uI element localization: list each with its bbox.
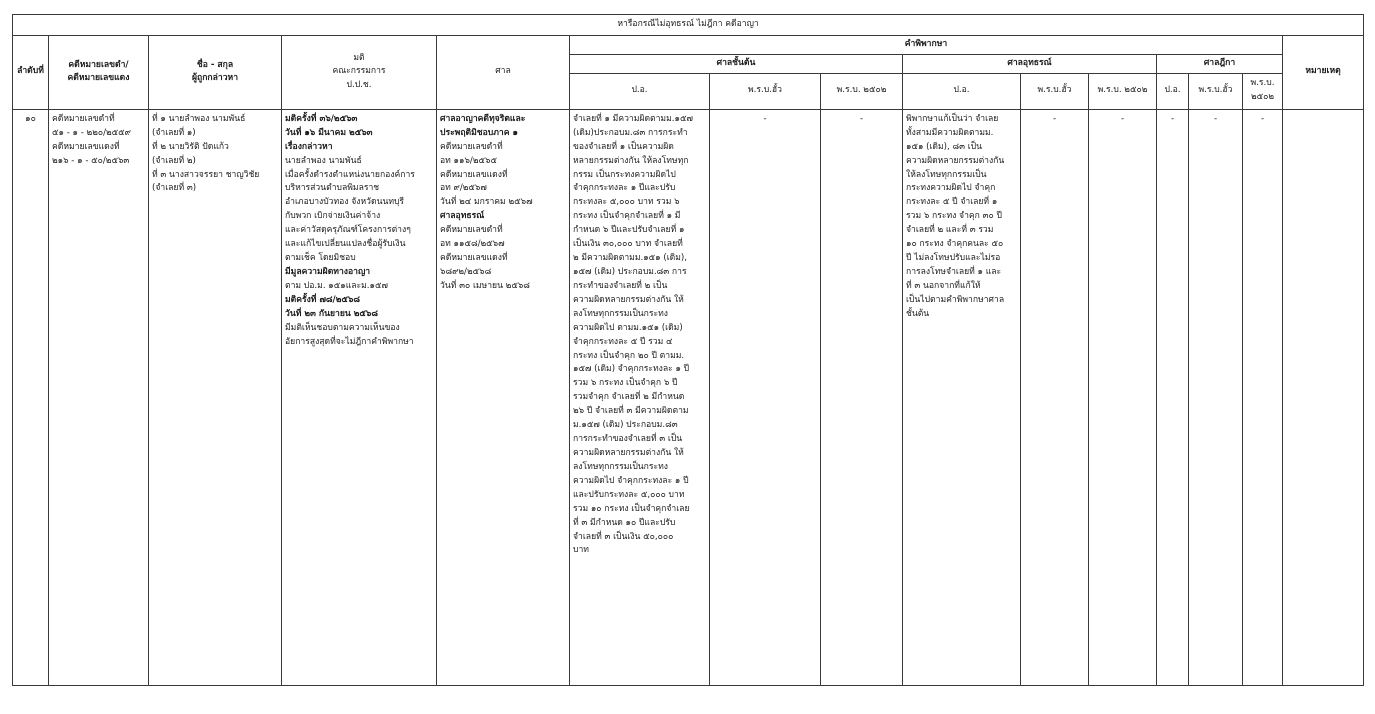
first-pa-line: ม.๑๕๗ (เดิม) ประกอบม.๘๓: [573, 420, 678, 431]
appeal-pa-line: การลงโทษจำเลยที่ ๑ และ: [906, 266, 1002, 277]
appeal-pa-line: ให้ลงโทษทุกกรรมเป็น: [906, 169, 987, 180]
resolution-line: มติครั้งที่ ๓๖/๒๕๖๓: [285, 113, 358, 124]
cell-appeal-act-corrupt: -: [1021, 109, 1089, 685]
header-supreme-pa: ป.อ.: [1157, 73, 1189, 109]
header-appeal-court: ศาลอุทธรณ์: [903, 54, 1157, 73]
resolution-line: วันที่ ๒๓ กันยายน ๒๕๖๘: [285, 308, 378, 319]
header-name: ชื่อ - สกุล ผู้ถูกกล่าวหา: [149, 36, 282, 110]
header-first-pa: ป.อ.: [570, 73, 710, 109]
first-pa-line: ลงโทษทุกกรรมเป็นกระทง: [573, 308, 668, 319]
court-line: อท ๙/๒๕๖๗: [440, 183, 487, 194]
resolution-line: บริหารส่วนตำบลพิมลราช: [285, 183, 380, 194]
appeal-pa-line: ปี ไม่ลงโทษปรับและไม่รอ: [906, 253, 1001, 264]
court-line: อท ๑๑๕๘/๒๕๖๗: [440, 239, 505, 250]
first-pa-line: จำเลยที่ ๓ เป็นเงิน ๕๐,๐๐๐: [573, 531, 674, 542]
first-pa-line: และปรับกระทงละ ๕,๐๐๐ บาท: [573, 489, 685, 500]
header-case-no: คดีหมายเลขดำ/ คดีหมายเลขแดง: [49, 36, 149, 110]
first-pa-line: กระทง เป็นจำคุก ๒๐ ปี ตามม.: [573, 350, 685, 361]
header-judgment: คำพิพากษา: [570, 36, 1283, 55]
header-supreme-court: ศาลฎีกา: [1157, 54, 1283, 73]
cell-supreme-act-2502: -: [1243, 109, 1283, 685]
first-pa-line: ความผิดหลายกรรมต่างกัน ให้: [573, 447, 684, 458]
cell-appeal-court-pa: [903, 109, 1021, 685]
court-line: วันที่ ๓๐ เมษายน ๒๕๖๘: [440, 280, 530, 291]
first-pa-line: ความผิดหลายกรรมต่างกัน ให้: [573, 294, 684, 305]
first-pa-line: ที่ ๓ มีกำหนด ๑๐ ปีและปรับ: [573, 517, 676, 528]
first-pa-line: ๑๕๗ (เดิม) จำคุกกระทงละ ๑ ปี: [573, 364, 690, 375]
header-resolution: มติ คณะกรรมการ ป.ป.ช.: [282, 36, 437, 110]
cell-first-act-2502: -: [821, 109, 903, 685]
court-line: คดีหมายเลขแดงที่: [440, 253, 508, 264]
first-pa-line: จำคุกกระทงละ ๕ ปี รวม ๔: [573, 336, 673, 347]
cell-appeal-act-2502: -: [1089, 109, 1157, 685]
first-pa-line: จำเลยที่ ๑ มีความผิดตามม.๑๕๗: [573, 113, 693, 124]
resolution-line: ตาม ปอ.ม. ๑๕๑และม.๑๕๗: [285, 280, 388, 291]
first-pa-line: กรรม เป็นกระทงความผิดไป: [573, 169, 676, 180]
first-pa-line: หลายกรรมต่างกัน ให้ลงโทษทุก: [573, 155, 689, 166]
case-table: [12, 14, 1364, 686]
header-appeal-act-2502: พ.ร.บ. ๒๕๐๒: [1089, 73, 1157, 109]
first-pa-line: กำหนด ๖ ปีและปรับจำเลยที่ ๑: [573, 225, 685, 236]
first-pa-line: กระทำของจำเลยที่ ๒ เป็น: [573, 280, 668, 291]
first-pa-line: ๑๕๗ (เดิม) ประกอบม.๘๓ การ: [573, 266, 687, 277]
court-line: ประพฤติมิชอบภาค ๑: [440, 127, 518, 138]
first-pa-line: รวมจำคุก จำเลยที่ ๒ มีกำหนด: [573, 392, 685, 403]
resolution-line: กับพวก เบิกจ่ายเงินค่าจ้าง: [285, 211, 381, 222]
first-pa-line: ความผิดไป ตามม.๑๕๑ (เดิม): [573, 322, 683, 333]
cell-remark: [1283, 109, 1364, 685]
header-supreme-act-2502: พ.ร.บ. ๒๕๐๒: [1243, 73, 1283, 109]
table-row: [13, 109, 1364, 685]
appeal-pa-line: ทั้งสามมีความผิดตามม.: [906, 127, 994, 138]
cell-seq: ๑๐: [13, 109, 49, 685]
header-first-court: ศาลชั้นต้น: [570, 54, 903, 73]
first-pa-line: ๒๖ ปี จำเลยที่ ๓ มีความผิดตาม: [573, 406, 689, 417]
first-pa-line: กระทงละ ๕,๐๐๐ บาท รวม ๖: [573, 197, 680, 208]
appeal-pa-line: กระทงละ ๕ ปี จำเลยที่ ๑: [906, 197, 998, 208]
cell-first-act-corrupt: -: [710, 109, 821, 685]
cell-case-no: คดีหมายเลขดำที่ ๕๑ - ๑ - ๒๒๐/๒๕๕๙ คดีหมายเลขแดงที่ ๒๑๖ - ๑ - ๕๐/๒๕๖๓: [49, 109, 149, 685]
court-line: ศาลอุทธรณ์: [440, 211, 485, 222]
first-pa-line: รวม ๖ กระทง เป็นจำคุก ๖ ปี: [573, 378, 678, 389]
first-pa-line: ลงโทษทุกกรรมเป็นกระทง: [573, 461, 668, 472]
header-first-act-corrupt: พ.ร.บ.ฮั้ว: [710, 73, 821, 109]
first-pa-line: รวม ๑๐ กระทง เป็นจำคุกจำเลย: [573, 503, 690, 514]
resolution-line: อัยการสูงสุดที่จะไม่ฎีกาคำพิพากษา: [285, 336, 414, 347]
resolution-line: มติครั้งที่ ๗๘/๒๕๖๘: [285, 294, 360, 305]
resolution-line: มีมูลความผิดทางอาญา: [285, 266, 371, 277]
court-line: ๖๘๙๒/๒๕๖๘: [440, 266, 492, 277]
appeal-pa-line: จำเลยที่ ๒ และที่ ๓ รวม: [906, 225, 994, 236]
first-pa-line: ของจำเลยที่ ๑ เป็นความผิด: [573, 141, 674, 152]
header-appeal-act-corrupt: พ.ร.บ.ฮั้ว: [1021, 73, 1089, 109]
appeal-pa-line: รวม ๖ กระทง จำคุก ๓๐ ปี: [906, 211, 1002, 222]
header-remark: หมายเหตุ: [1283, 36, 1364, 110]
first-pa-line: เป็นเงิน ๓๐,๐๐๐ บาท จำเลยที่: [573, 239, 683, 250]
appeal-pa-line: ๑๕๑ (เดิม), ๘๓ เป็น: [906, 141, 983, 152]
resolution-line: วันที่ ๑๖ มีนาคม ๒๕๖๓: [285, 127, 373, 138]
table-title: หารือกรณีไม่อุทธรณ์ ไม่ฎีกา คดีอาญา: [13, 15, 1364, 36]
appeal-pa-line: ที่ ๓ นอกจากที่แก้ให้: [906, 280, 981, 291]
cell-resolution: [282, 109, 437, 685]
court-line: คดีหมายเลขดำที่: [440, 225, 503, 236]
header-supreme-act-corrupt: พ.ร.บ.ฮั้ว: [1189, 73, 1243, 109]
appeal-pa-line: ความผิดหลายกรรมต่างกัน: [906, 155, 1005, 166]
court-line: ศาลอาญาคดีทุจริตและ: [440, 113, 526, 124]
first-pa-line: จำคุกกระทงละ ๑ ปีและปรับ: [573, 183, 676, 194]
resolution-line: มีมติเห็นชอบตามความเห็นของ: [285, 322, 400, 333]
resolution-line: ตามเช็ค โดยมิชอบ: [285, 253, 356, 264]
cell-supreme-pa: -: [1157, 109, 1189, 685]
first-pa-line: กระทง เป็นจำคุกจำเลยที่ ๑ มี: [573, 211, 681, 222]
resolution-line: นายลำพอง นามพันธ์: [285, 155, 362, 166]
court-line: อท ๑๑๖/๒๕๖๕: [440, 155, 497, 166]
header-first-act-2502: พ.ร.บ. ๒๕๐๒: [821, 73, 903, 109]
court-line: คดีหมายเลขดำที่: [440, 141, 503, 152]
court-line: คดีหมายเลขแดงที่: [440, 169, 508, 180]
first-pa-line: บาท: [573, 545, 589, 556]
first-pa-line: (เดิม)ประกอบม.๘๓ การกระทำ: [573, 127, 688, 138]
cell-supreme-act-corrupt: -: [1189, 109, 1243, 685]
appeal-pa-line: ชั้นต้น: [906, 308, 930, 319]
resolution-line: และแก้ไขเปลี่ยนแปลงชื่อผู้รับเงิน: [285, 239, 406, 250]
header-appeal-pa: ป.อ.: [903, 73, 1021, 109]
first-pa-line: ๒ มีความผิดตามม.๑๕๑ (เดิม),: [573, 253, 687, 264]
resolution-line: เรื่องกล่าวหา: [285, 141, 333, 152]
resolution-line: และค่าวัสดุครุภัณฑ์โครงการต่างๆ: [285, 225, 411, 236]
appeal-pa-line: กระทงความผิดไป จำคุก: [906, 183, 996, 194]
appeal-pa-line: พิพากษาแก้เป็นว่า จำเลย: [906, 113, 999, 124]
first-pa-line: ความผิดไป จำคุกกระทงละ ๑ ปี: [573, 475, 689, 486]
header-court: ศาล: [437, 36, 570, 110]
court-line: วันที่ ๒๔ มกราคม ๒๕๖๗: [440, 197, 533, 208]
resolution-line: เมื่อครั้งดำรงตำแหน่งนายกองค์การ: [285, 169, 415, 180]
cell-first-court-pa: [570, 109, 710, 685]
first-pa-line: การกระทำของจำเลยที่ ๓ เป็น: [573, 434, 683, 445]
appeal-pa-line: เป็นไปตามคำพิพากษาศาล: [906, 294, 1005, 305]
header-seq: ลำดับที่: [13, 36, 49, 110]
appeal-pa-line: ๑๐ กระทง จำคุกคนละ ๕๐: [906, 239, 1004, 250]
cell-court: [437, 109, 570, 685]
resolution-line: อำเภอบางบัวทอง จังหวัดนนทบุรี: [285, 197, 405, 208]
cell-names: ที่ ๑ นายลำพอง นามพันธ์ (จำเลยที่ ๑) ที่ ๒ นายวิรัติ ปัดแก้ว (จำเลยที่ ๒) ที่ ๓ นางสาวจรรยา ชาญวิชัย (จำเลยที่ ๓): [149, 109, 282, 685]
